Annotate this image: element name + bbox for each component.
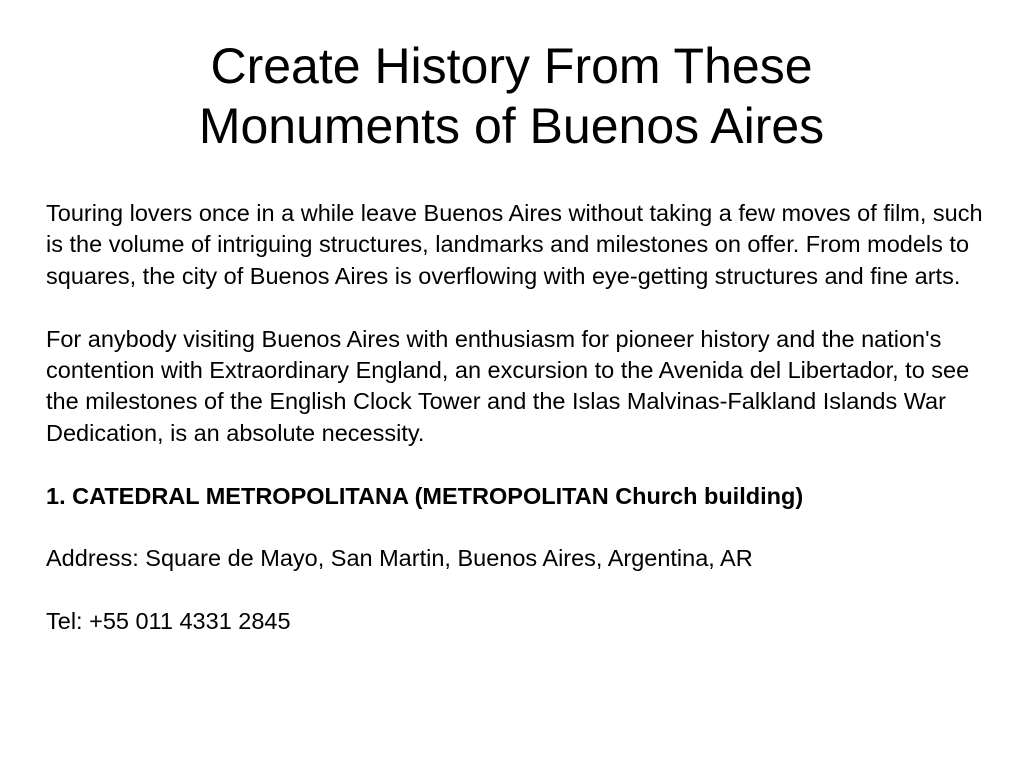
slide-body — [46, 198, 996, 638]
slide-title — [40, 36, 983, 156]
history-paragraph: For anybody visiting Buenos Aires with enthusiasm for pioneer history and the nation's contention with Extraordinary England, an excursion to the Avenida del Libertador, to see the milestones of the English Clock Tower and the Islas Malvinas-Falkland Islands War Dedication, is an absolute necessity. — [46, 325, 970, 446]
title-line-2: Monuments of Buenos Aires — [198, 98, 825, 154]
title-line-1: Create History From These — [210, 38, 813, 94]
telephone-line: Tel: +55 011 4331 2845 — [46, 608, 291, 635]
intro-paragraph: Touring lovers once in a while leave Buenos Aires without taking a few moves of film, such is the volume of intriguing structures, landmarks and milestones on offer. From models to squares, the city of Buenos Aires is overflowing with eye-getting structures and fine arts. — [46, 200, 983, 289]
section-heading: 1. CATEDRAL METROPOLITANA (METROPOLITAN Church building) — [46, 482, 804, 509]
address-line: Address: Square de Mayo, San Martin, Buenos Aires, Argentina, AR — [46, 545, 753, 572]
